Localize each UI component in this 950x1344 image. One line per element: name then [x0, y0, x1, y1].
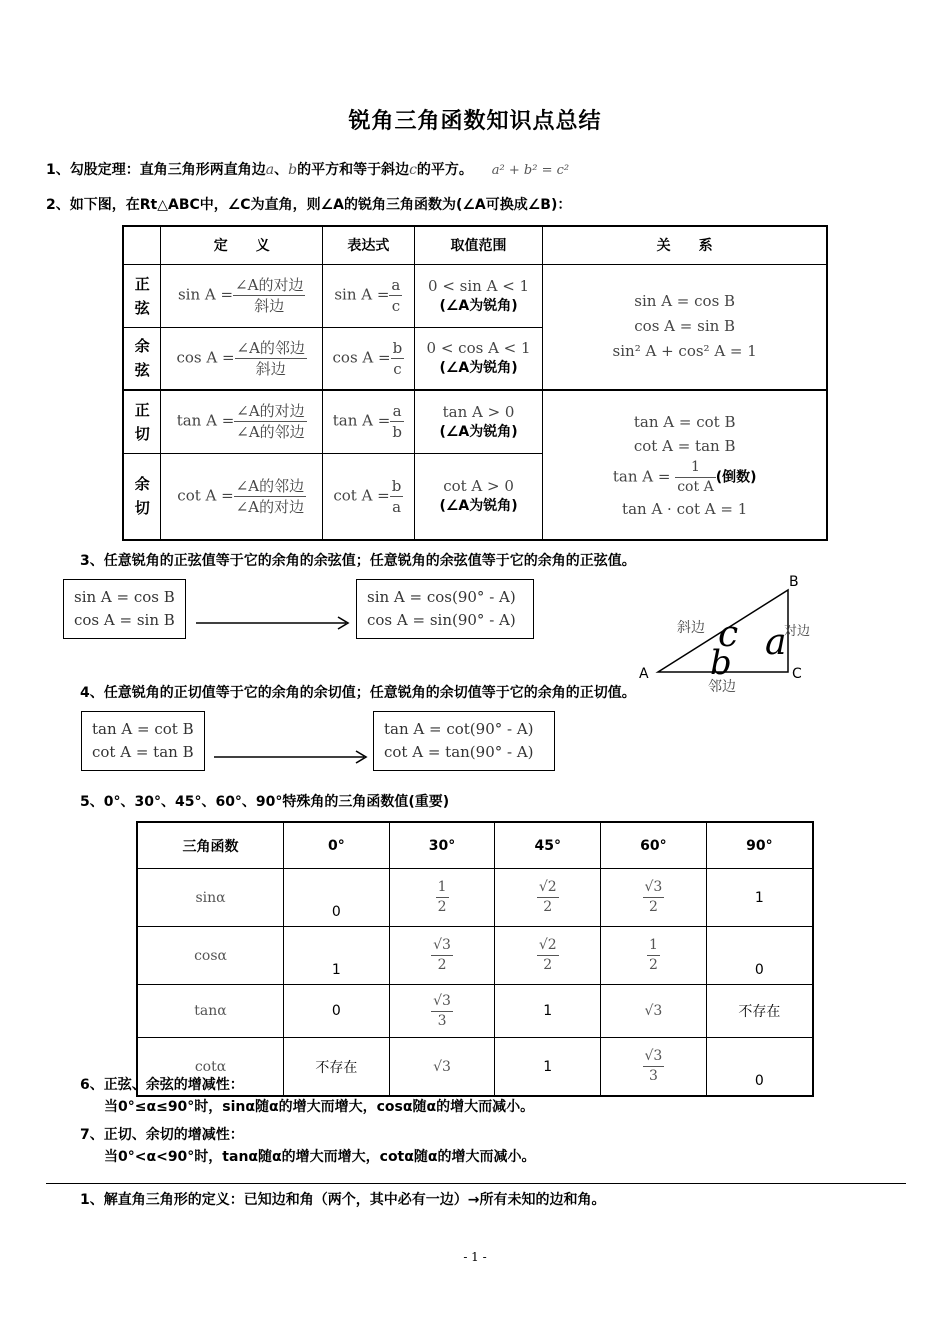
expression-cos: cos A = $\frac{b}{c}$: [322, 327, 414, 390]
section-divider: [46, 1183, 906, 1184]
right-triangle-diagram: [630, 570, 820, 700]
tan-0: 0: [284, 985, 390, 1038]
table2-header-45: 45°: [495, 822, 601, 869]
item-special-angles: 5、0°、30°、45°、60°、90°特殊角的三角函数值(重要): [80, 794, 450, 810]
table2-header-60: 60°: [601, 822, 707, 869]
table2-header-0: 0°: [284, 822, 390, 869]
range-sin: 0 < sin A < 1 (∠A为锐角): [414, 264, 543, 327]
cot-0: 不存在: [284, 1038, 390, 1097]
adjacent-label: 邻边: [708, 679, 736, 695]
relation-sin-cos: sin A = cos B cos A = sin B sin² A + cos² A = 1: [543, 264, 827, 390]
pythagoras-formula: a² + b² = c²: [491, 163, 570, 178]
table2-header-function: 三角函数: [137, 822, 284, 869]
definition-cot: cot A = $\frac{\text{∠A的邻边}}{\text{∠A的对边}}$: [161, 453, 323, 540]
range-tan: tan A > 0 (∠A为锐角): [414, 390, 543, 453]
cot-60: $\frac{√3}{3}$: [601, 1038, 707, 1097]
cos-60: $\frac{1}{2}$: [601, 927, 707, 985]
definition-cos: cos A = $\frac{\text{∠A的邻边}}{\text{斜边}}$: [161, 327, 323, 390]
item-solve-right-triangle: 1、解直角三角形的定义：已知边和角（两个，其中必有一边）→所有未知的边和角。: [80, 1192, 606, 1208]
item-complementary-sin-cos: 3、任意锐角的正弦值等于它的余角的余弦值；任意锐角的余弦值等于它的余角的正弦值。: [80, 553, 636, 569]
arrow-icon: [214, 747, 372, 767]
table1-header-row: [123, 226, 827, 264]
sin-30: $\frac{1}{2}$: [389, 869, 495, 927]
arrow-icon: [196, 613, 354, 633]
trig-definition-table: [122, 225, 828, 541]
item-tan-cot-monotonic-body: 当0°<α<90°时，tanα随α的增大而增大，cotα随α的增大而减小。: [104, 1149, 536, 1165]
table1-row-sin: [123, 264, 827, 327]
item1-c: c: [409, 162, 417, 178]
range-cos: 0 < cos A < 1 (∠A为锐角): [414, 327, 543, 390]
table1-row-tan: [123, 390, 827, 453]
table2-row-cos: [137, 927, 813, 985]
hypotenuse-label: 斜边: [677, 620, 705, 636]
table2-header-row: [137, 822, 813, 869]
table1-header-definition: 定 义: [161, 226, 323, 264]
vertex-b-label: B: [789, 574, 799, 590]
table1-header-range: 取值范围: [414, 226, 543, 264]
definition-sin: sin A = $\frac{\text{∠A的对边}}{\text{斜边}}$: [161, 264, 323, 327]
item-pythagoras: [46, 159, 569, 179]
row-name-cos: 余弦: [123, 327, 161, 390]
table1-header-empty: [123, 226, 161, 264]
opposite-label-1: 对边: [784, 624, 811, 639]
row-name-cot: 余切: [123, 453, 161, 540]
expression-sin: sin A = $\frac{a}{c}$: [322, 264, 414, 327]
sin-45: $\frac{√2}{2}$: [495, 869, 601, 927]
item1-mid: 的平方和等于斜边: [297, 162, 410, 178]
item-definition-intro: 2、如下图，在Rt△ABC中，∠C为直角，则∠A的锐角三角函数为(∠A可换成∠B)：: [46, 197, 572, 213]
item1-b: b: [288, 162, 298, 178]
sin-90: 1: [706, 869, 813, 927]
page-number: - 1 -: [463, 1250, 487, 1264]
page-title: 锐角三角函数知识点总结: [348, 109, 602, 134]
table2-row-tan: [137, 985, 813, 1038]
table2-header-90: 90°: [706, 822, 813, 869]
row-name-sin: 正弦: [123, 264, 161, 327]
fn-cos: cosα: [137, 927, 284, 985]
box-sin-cos-identity: sin A = cos B cos A = sin B: [63, 579, 186, 639]
definition-tan: tan A = $\frac{\text{∠A的对边}}{\text{∠A的邻边}}$: [161, 390, 323, 453]
tan-30: $\frac{√3}{3}$: [389, 985, 495, 1038]
tan-45: 1: [495, 985, 601, 1038]
fn-cot: cotα: [137, 1038, 284, 1097]
fn-tan: tanα: [137, 985, 284, 1038]
fn-sin: sinα: [137, 869, 284, 927]
side-b-label: b: [710, 643, 732, 683]
cos-0: 1: [284, 927, 390, 985]
tan-60: √3: [601, 985, 707, 1038]
table2-header-30: 30°: [389, 822, 495, 869]
expression-cot: cot A = $\frac{b}{a}$: [322, 453, 414, 540]
vertex-c-label: C: [792, 666, 802, 682]
cos-45: $\frac{√2}{2}$: [495, 927, 601, 985]
item1-end: 的平方。: [416, 162, 473, 178]
expression-tan: tan A = $\frac{a}{b}$: [322, 390, 414, 453]
row-name-tan: 正切: [123, 390, 161, 453]
box-tan-cot-complement: tan A = cot(90° - A) cot A = tan(90° - A): [373, 711, 555, 771]
cos-30: $\frac{√3}{2}$: [389, 927, 495, 985]
cot-30: √3: [389, 1038, 495, 1097]
cot-90: 0: [706, 1038, 813, 1097]
table2-row-sin: [137, 869, 813, 927]
sin-60: $\frac{√3}{2}$: [601, 869, 707, 927]
item1-text: 1、勾股定理：直角三角形两直角边: [46, 162, 266, 178]
range-cot: cot A > 0 (∠A为锐角): [414, 453, 543, 540]
item-complementary-tan-cot: 4、任意锐角的正切值等于它的余角的余切值；任意锐角的余切值等于它的余角的正切值。: [80, 685, 636, 701]
box-tan-cot-identity: tan A = cot B cot A = tan B: [81, 711, 205, 771]
special-angles-table: [136, 821, 814, 1097]
item-tan-cot-monotonic-title: 7、正切、余切的增减性：: [80, 1127, 244, 1143]
cos-90: 0: [706, 927, 813, 985]
sin-0: 0: [284, 869, 390, 927]
item-sin-cos-monotonic-title: 6、正弦、余弦的增减性：: [80, 1077, 244, 1093]
side-a-label: a: [765, 622, 787, 663]
item1-sep: 、: [274, 162, 289, 178]
cot-45: 1: [495, 1038, 601, 1097]
vertex-a-label: A: [639, 666, 649, 682]
relation-tan-cot: tan A = cot B cot A = tan B tan A = $\frac{1}{\text{cot A}}$ (倒数) tan A · cot A = 1: [543, 390, 827, 540]
item1-a: a: [265, 162, 275, 178]
item-sin-cos-monotonic-body: 当0°≤α≤90°时，sinα随α的增大而增大，cosα随α的增大而减小。: [104, 1099, 535, 1115]
table1-header-expression: 表达式: [322, 226, 414, 264]
side-c-label: c: [718, 614, 739, 655]
box-sin-cos-complement: sin A = cos(90° - A) cos A = sin(90° - A): [356, 579, 534, 639]
table1-header-relation: 关 系: [543, 226, 827, 264]
tan-90: 不存在: [706, 985, 813, 1038]
